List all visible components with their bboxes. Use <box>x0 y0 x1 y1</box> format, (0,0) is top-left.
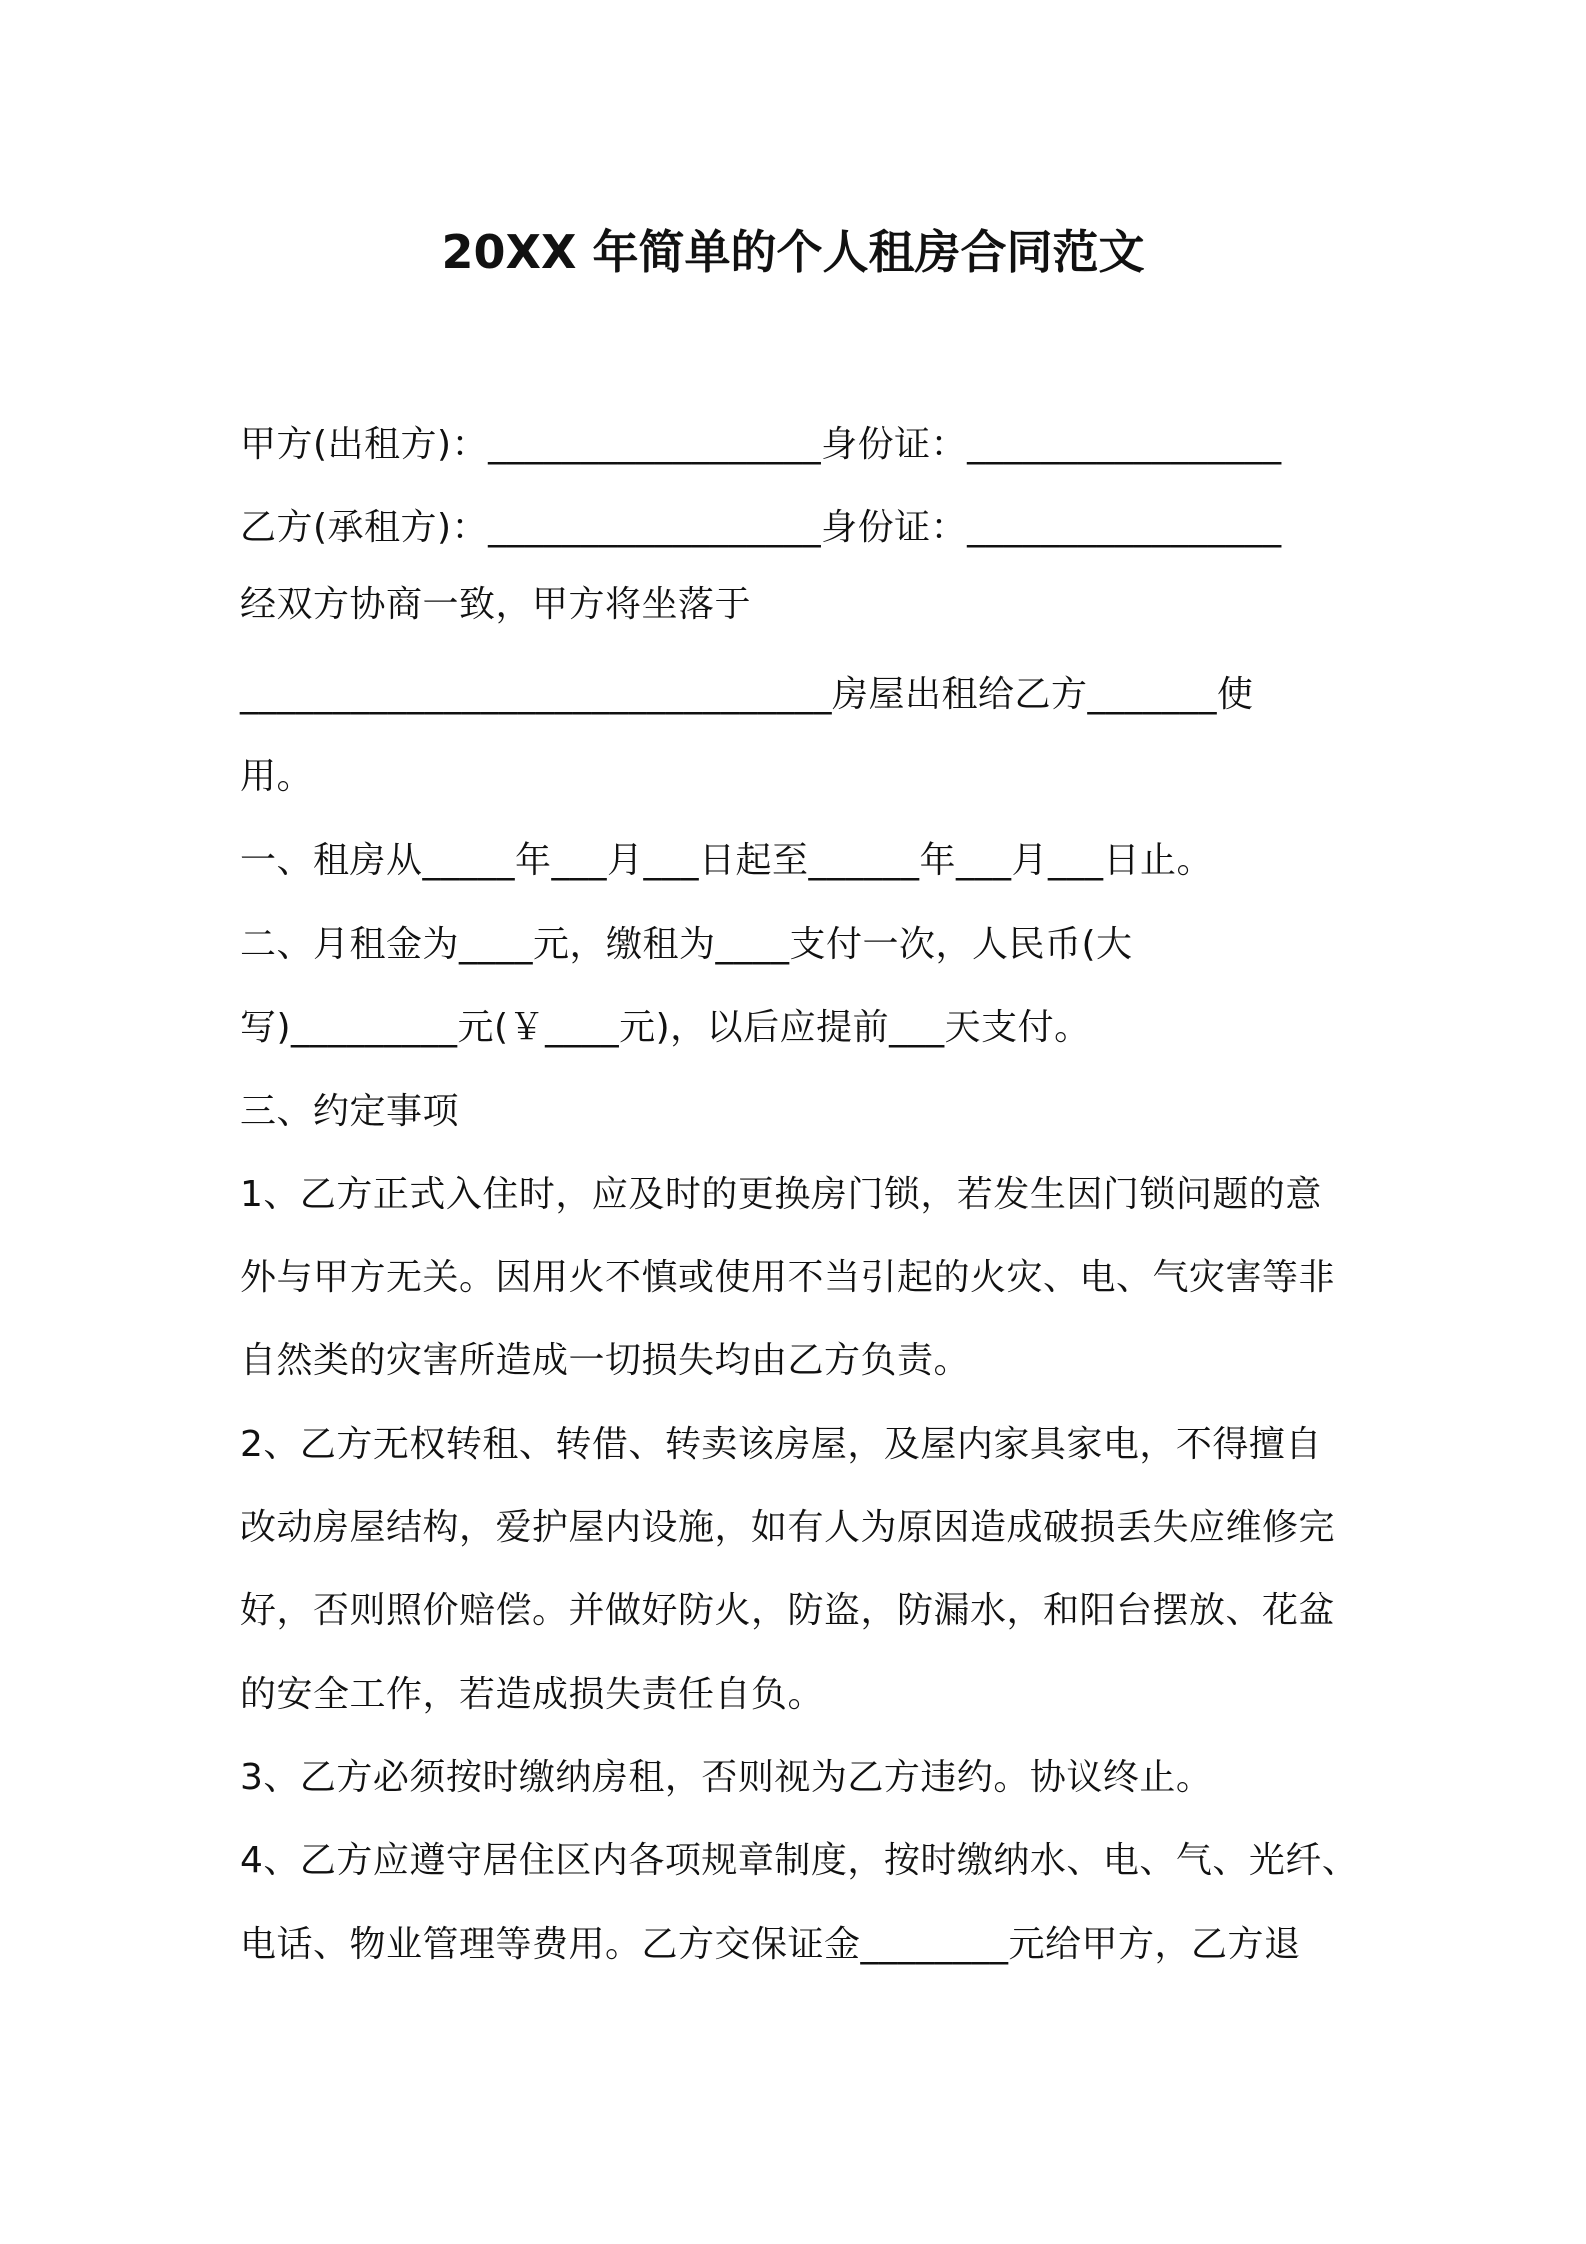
item-2-line-3: 好，否则照价赔偿。并做好防火，防盗，防漏水，和阳台摆放、花盆 <box>240 1590 1336 1631</box>
item-3-line-1: 3、乙方必须按时缴纳房租，否则视为乙方违约。协议终止。 <box>240 1757 1213 1798</box>
item-1-line-1: 1、乙方正式入住时，应及时的更换房门锁，若发生因门锁问题的意 <box>240 1174 1322 1215</box>
item-1-line-2: 外与甲方无关。因用火不慎或使用不当引起的火灾、电、气灾害等非 <box>240 1257 1336 1298</box>
item-4-line-2: 电话、物业管理等费用。乙方交保证金________元给甲方，乙方退 <box>240 1924 1301 1965</box>
clause-3-heading: 三、约定事项 <box>240 1091 460 1132</box>
party-a-line: 甲方(出租方)：__________________身份证：_________________ <box>240 424 1282 465</box>
item-4-line-1: 4、乙方应遵守居住区内各项规章制度，按时缴纳水、电、气、光纤、 <box>240 1840 1359 1881</box>
item-2-line-2: 改动房屋结构，爱护屋内设施，如有人为原因造成破损丢失应维修完 <box>240 1507 1336 1548</box>
clause-2-rent-line-2: 写)_________元(￥____元)，以后应提前___天支付。 <box>240 1007 1091 1048</box>
party-b-line: 乙方(承租方)：__________________身份证：_________________ <box>240 507 1282 548</box>
item-1-line-3: 自然类的灾害所造成一切损失均由乙方负责。 <box>240 1340 971 1381</box>
clause-1-lease-term: 一、租房从_____年___月___日起至______年___月___日止。 <box>240 840 1214 881</box>
clause-2-rent-line-1: 二、月租金为____元，缴租为____支付一次，人民币(大 <box>240 924 1133 965</box>
item-2-line-4: 的安全工作，若造成损失责任自负。 <box>240 1674 825 1715</box>
property-location-line: ________________________________房屋出租给乙方_______使 <box>240 674 1254 715</box>
property-use-line: 用。 <box>240 756 314 797</box>
document-title: 20XX 年简单的个人租房合同范文 <box>441 225 1145 279</box>
item-2-line-1: 2、乙方无权转租、转借、转卖该房屋，及屋内家具家电，不得擅自 <box>240 1424 1322 1465</box>
agreement-intro-line: 经双方协商一致，甲方将坐落于 <box>240 584 752 625</box>
